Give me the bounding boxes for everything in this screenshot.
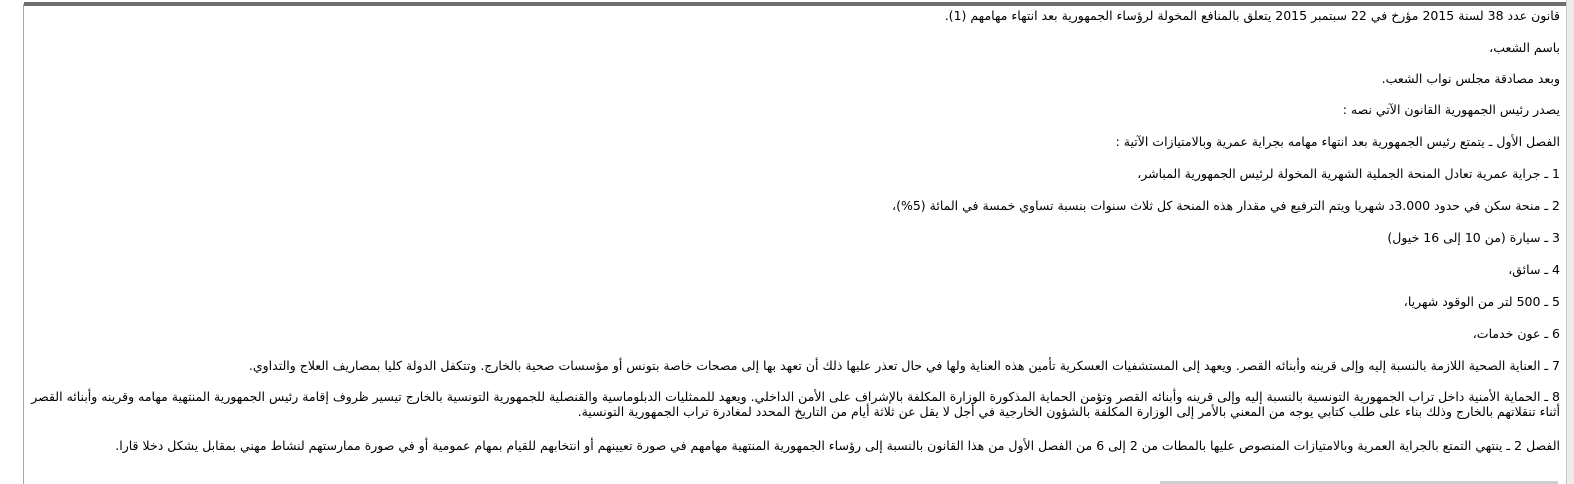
- top-scroll-indicator: [24, 2, 1566, 6]
- preamble-people: باسم الشعب،: [1489, 40, 1560, 55]
- left-divider: [23, 4, 24, 484]
- list-item: 3 ـ سيارة (من 10 إلى 16 خيول): [1387, 230, 1560, 245]
- list-item: 5 ـ 500 لتر من الوقود شهريا،: [1403, 294, 1560, 309]
- list-item: 1 ـ جراية عمرية تعادل المنحة الجملية الشهرية المخولة لرئيس الجمهورية المباشر،: [1137, 166, 1560, 181]
- preamble-approval: وبعد مصادقة مجلس نواب الشعب.: [1381, 71, 1560, 86]
- list-item: 7 ـ العناية الصحية اللازمة بالنسبة إليه وإلى قرينه وأبنائه القصر. ويعهد إلى المستشفيات العسكرية تأمين هذه العناية ولها في حال تعذر عليها ذلك أن تعهد بها إلى مصحات خاصة بتونس أو مؤسسات صحية بالخارج. وتتكفل الدولة كليا بمصاريف العلاج والتداوي.: [248, 358, 1560, 373]
- list-item: 2 ـ منحة سكن في حدود 3.000د شهريا ويتم الترفيع في مقدار هذه المنحة كل ثلاث سنوات بنسبة تساوي خمسة في المائة (5%)،: [892, 198, 1560, 213]
- top-border: [0, 0, 1574, 6]
- law-title: قانون عدد 38 لسنة 2015 مؤرخ في 22 سبتمبر 2015 يتعلق بالمنافع المخولة لرؤساء الجمهورية بعد انتهاء مهامهم (1).: [944, 8, 1560, 23]
- list-item: 8 ـ الحماية الأمنية داخل تراب الجمهورية التونسية بالنسبة إليه وإلى قرينه وأبنائه القصر وتؤمن الحماية المذكورة الوزارة المكلفة بالإشراف على الأمن الداخلي. ويعهد للممثليات الدبلوماسية والقنصلية للجمهورية التونسية بالخارج تيسير ظروف إقامة رئيس الجمهورية المنتهية مهامه وقرينه وأبنائه القصر أثناء تنقلاتهم بالخارج وذلك بناء على طلب كتابي يوجه من المعني بالأمر إلى الوزارة المكلفة بالشؤون الخارجية في أجل لا يقل عن ثلاثة أيام من التاريخ المحدد لمغادرة تراب الجمهورية التونسية.: [31, 389, 1560, 419]
- article-1-intro: الفصل الأول ـ يتمتع رئيس الجمهورية بعد انتهاء مهامه بجراية عمرية وبالامتيازات الآتية :: [1115, 134, 1560, 149]
- promulgation: يصدر رئيس الجمهورية القانون الآتي نصه :: [1342, 102, 1560, 117]
- right-scrollbar[interactable]: [1566, 0, 1574, 484]
- article-2: الفصل 2 ـ ينتهي التمتع بالجراية العمرية وبالامتيازات المنصوص عليها بالمطات من 2 إلى 6 من الفصل الأول من هذا القانون بالنسبة إلى رؤساء الجمهورية المنتهية مهامهم في صورة تعيينهم أو انتخابهم للقيام بمهام عمومية أو في صورة ممارستهم لنشاط مهني بمقابل يشكل دخلا قارا.: [115, 438, 1560, 453]
- list-item: 6 ـ عون خدمات،: [1472, 326, 1560, 341]
- list-item: 4 ـ سائق،: [1508, 262, 1560, 277]
